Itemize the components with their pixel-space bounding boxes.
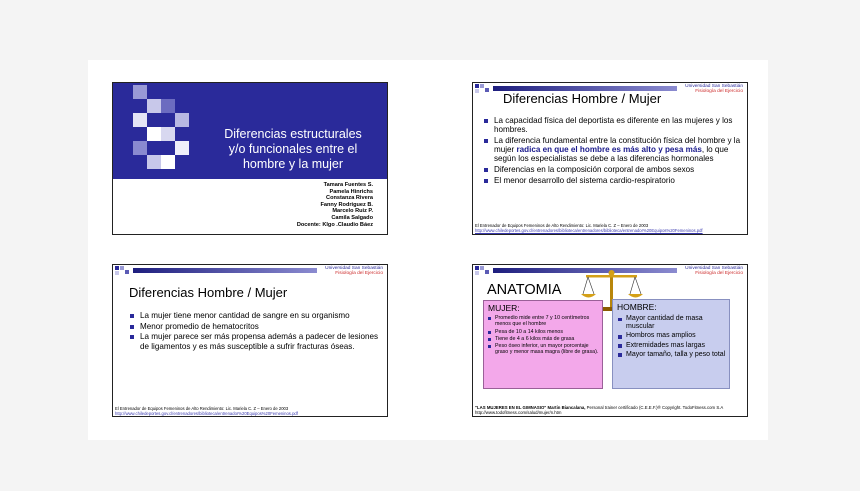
course-name: Fisiología del Ejercicio xyxy=(335,271,383,277)
decor-square xyxy=(115,266,119,270)
course-name: Fisiología del Ejercicio xyxy=(695,89,743,95)
university-name: Universidad San Sebastián xyxy=(325,266,383,271)
mujer-list xyxy=(487,315,601,357)
decor-square xyxy=(125,270,129,274)
hombre-box xyxy=(612,299,730,389)
slide-footer xyxy=(475,405,747,415)
bullet-item: Menor promedio de hematocritos xyxy=(129,322,379,331)
decor-square xyxy=(115,271,119,275)
list-item: Mayor cantidad de masa muscular xyxy=(617,315,729,331)
bullet-text: Diferencias en la composición corporal de ambos sexos xyxy=(494,165,695,175)
header-gradient xyxy=(133,268,317,273)
footer-citation: El Entrenador de Equipos Femeninos de Alto Rendimiento: Lic. Mariela C. Z – Enero de 2003 xyxy=(115,406,289,411)
decor-square xyxy=(133,113,147,127)
decor-square xyxy=(147,155,161,169)
bullet-text: , lo que según los especialistas se debe a las diferencias hormonales xyxy=(494,145,729,164)
list-item: Tiene de 4 a 6 kilos más de grasa xyxy=(487,336,601,342)
list-item: Hombros mas amplios xyxy=(617,332,729,340)
course-name: Fisiología del Ejercicio xyxy=(695,271,743,277)
hombre-heading: HOMBRE: xyxy=(617,302,657,312)
decor-square xyxy=(161,155,175,169)
hombre-list xyxy=(617,315,729,360)
slide-1-title[interactable] xyxy=(112,82,388,235)
bullet-item: La mujer tiene menor cantidad de sangre en su organismo xyxy=(129,311,379,320)
university-label xyxy=(685,84,743,95)
bullet-item: La mujer parece ser más propensa además a padecer de lesiones de ligamentos y es más susceptible a sufrir fracturas óseas. xyxy=(129,332,379,350)
mujer-box xyxy=(483,300,603,389)
bullet-list xyxy=(483,116,745,186)
decor-square xyxy=(475,89,479,93)
slide-2[interactable] xyxy=(472,82,748,235)
decor-square xyxy=(175,141,189,155)
decor-square xyxy=(147,99,161,113)
decor-square xyxy=(120,266,124,270)
list-item: Extremidades mas largas xyxy=(617,342,729,350)
decor-square xyxy=(147,127,161,141)
footer-link[interactable]: http://www.chiledeportes.gov.cl/entrenadores/biblioteca/entrenadores/biblioteca/entrenador%20Equipos%20Femeninos.pdf xyxy=(475,228,703,233)
bullet-item xyxy=(483,116,745,134)
university-label xyxy=(325,266,383,277)
footer-citation: El Entrenador de Equipos Femeninos de Alto Rendimiento: Lic. Mariela C. Z – Enero de 2003 xyxy=(475,223,649,228)
bullet-list xyxy=(129,311,379,352)
decor-square xyxy=(175,113,189,127)
teacher-name: Docente: Klgo .Claudio Báez xyxy=(296,221,373,228)
university-name: Universidad San Sebastián xyxy=(685,266,743,271)
decor-square xyxy=(475,266,479,270)
slide-title xyxy=(205,127,381,172)
author-name: Constanza Rivera xyxy=(326,195,373,202)
author-list xyxy=(297,182,373,228)
author-name: Tamara Fuentes S. xyxy=(323,182,373,188)
slide-footer xyxy=(475,223,703,233)
decor-square xyxy=(475,84,479,88)
decor-square xyxy=(485,270,489,274)
author-name: Marcelo Ruiz P. xyxy=(332,208,373,215)
footer-citation: Personal trainer certificado (C.E.E.F.)® Copyright. TodoFitness.com S.A http://www.todofitness.com/salud/mujer/n.htm xyxy=(475,405,724,416)
bullet-text: La capacidad física del deportista es diferente en las mujeres y los hombres. xyxy=(494,116,733,135)
decor-square xyxy=(480,84,484,88)
title-line: Diferencias estructurales xyxy=(224,127,362,141)
list-item: Promedio mide entre 7 y 10 centímetros menos que el hombre xyxy=(487,315,601,328)
slide-title: ANATOMIA xyxy=(487,282,562,298)
decor-square xyxy=(161,127,175,141)
footer-link[interactable]: http://www.chiledeportes.gov.cl/entrenadores/biblioteca/entrenador%20Equipos%20Femeninos.pdf xyxy=(115,411,298,416)
slide-title: Diferencias Hombre / Mujer xyxy=(129,285,288,300)
decor-square xyxy=(133,141,147,155)
author-name: Pamela Hinrichs xyxy=(329,188,373,195)
footer-citation-bold: "LAS MUJERES EN EL GIMNASIO" Martin Biancalana, xyxy=(475,405,586,410)
author-name: Camila Salgado xyxy=(331,214,373,221)
bullet-item xyxy=(483,176,745,185)
title-line: hombre y la mujer xyxy=(242,157,344,171)
bullet-text: El menor desarrollo del sistema cardio-respiratorio xyxy=(494,175,675,185)
list-item: Pesa de 10 a 14 kilos menos xyxy=(487,329,601,335)
list-item: Mayor tamaño, talla y peso total xyxy=(617,351,729,359)
mujer-heading: MUJER: xyxy=(488,303,520,313)
list-item: Peso óseo inferior, un mayor porcentaje graso y menor masa magra (libre de grasa). xyxy=(487,343,601,356)
bullet-text: La diferencia fundamental entre la constitución física del hombre y la mujer xyxy=(494,135,741,155)
title-line: y/o funcionales entre el xyxy=(228,142,358,156)
slide-footer xyxy=(115,406,298,416)
university-label xyxy=(685,266,743,277)
slide-4[interactable] xyxy=(472,264,748,417)
university-name: Universidad San Sebastián xyxy=(685,84,743,89)
decor-square xyxy=(133,85,147,99)
highlighted-text: radica en que el hombre es más alto y pesa más xyxy=(516,145,702,155)
slide-3[interactable] xyxy=(112,264,388,417)
decor-square xyxy=(475,271,479,275)
bullet-item xyxy=(483,136,745,164)
decor-square xyxy=(485,88,489,92)
author-name: Fanny Rodriguez B. xyxy=(320,201,373,208)
bullet-item xyxy=(483,165,745,174)
decor-square xyxy=(480,266,484,270)
decor-square xyxy=(161,99,175,113)
slide-title: Diferencias Hombre / Mujer xyxy=(503,91,662,106)
